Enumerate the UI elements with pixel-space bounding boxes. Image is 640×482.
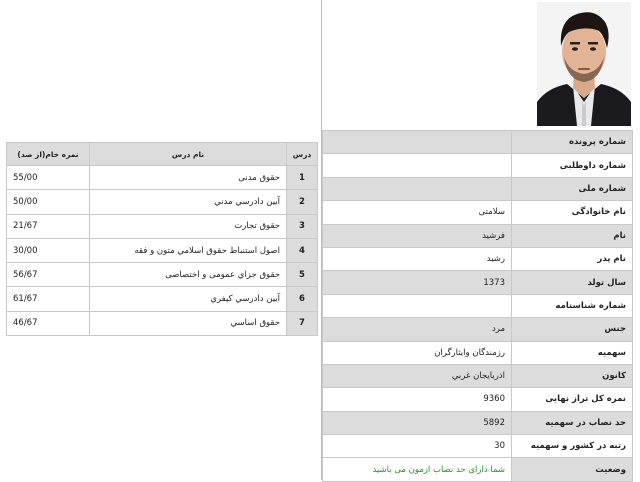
courses-header-row [7,143,318,166]
info-row-status [323,458,633,481]
info-value: اذربايجان غربي [323,364,512,387]
info-label: وضعیت [512,458,633,481]
info-label: شماره داوطلبی [512,154,633,177]
info-row-birth-year [323,271,633,294]
info-row-national-id [323,177,633,200]
course-name: حقوق جزاي عمومی و اختصاصی [90,263,287,287]
info-row-center [323,364,633,387]
course-score: 46/67 [7,311,90,335]
info-row-candidate-number [323,154,633,177]
info-row-last-name [323,201,633,224]
course-name: اصول استنباط حقوق اسلامي متون و فقه [90,238,287,262]
info-label: شماره شناسنامه [512,294,633,317]
course-name: حقوق مدنی [90,166,287,190]
course-number: 6 [287,287,318,311]
info-label: سهمیه [512,341,633,364]
course-number: 7 [287,311,318,335]
info-row-gender [323,318,633,341]
course-score: 56/67 [7,263,90,287]
course-number: 5 [287,263,318,287]
info-label: حد نصاب در سهمیه [512,411,633,434]
info-value: 30 [323,435,512,458]
course-number: 2 [287,190,318,214]
info-value: 5892 [323,411,512,434]
course-score: 55/00 [7,166,90,190]
info-row-quota-threshold [323,411,633,434]
info-label: نام [512,224,633,247]
info-value [323,154,512,177]
info-label: نام خانوادگی [512,201,633,224]
info-value: 1373 [323,271,512,294]
course-score: 50/00 [7,190,90,214]
info-label: نام پدر [512,247,633,270]
course-number: 3 [287,214,318,238]
info-label: جنس [512,318,633,341]
info-label: نمره کل تراز نهایی [512,388,633,411]
info-row-rank [323,435,633,458]
info-value: رزمندگان وایثارگران [323,341,512,364]
course-score: 21/67 [7,214,90,238]
info-label: سال تولد [512,271,633,294]
header-course-number: درس [287,143,318,166]
header-course-name: نام درس [90,143,287,166]
header-raw-score: نمره خام(از صد) [7,143,90,166]
info-value [323,131,512,154]
info-row-first-name [323,224,633,247]
course-row [7,166,318,190]
course-row [7,311,318,335]
info-label: رتبه در کشور و سهمیه [512,435,633,458]
course-name: آیین دادرسي مدني [90,190,287,214]
info-label: شماره پرونده [512,131,633,154]
course-row [7,214,318,238]
info-row-file-number [323,131,633,154]
course-number: 1 [287,166,318,190]
info-value [323,294,512,317]
status-message: شما دارای حد نصاب ازمون می باشید [323,458,512,481]
course-name: آیین دادرسي کيفري [90,287,287,311]
info-label: شماره ملی [512,177,633,200]
info-row-father-name [323,247,633,270]
info-value: مرد [323,318,512,341]
info-value: فرشید [323,224,512,247]
candidate-info-table [322,130,633,482]
course-name: حقوق اساسي [90,311,287,335]
course-row [7,238,318,262]
course-score: 30/00 [7,238,90,262]
info-value [323,177,512,200]
course-number: 4 [287,238,318,262]
courses-table [6,142,318,336]
course-row [7,287,318,311]
course-row [7,190,318,214]
candidate-photo [537,2,631,126]
course-score: 61/67 [7,287,90,311]
info-value: رشید [323,247,512,270]
info-row-total-score [323,388,633,411]
info-value: 9360 [323,388,512,411]
info-label: کانون [512,364,633,387]
course-row [7,263,318,287]
info-row-quota [323,341,633,364]
info-value: سلامتی [323,201,512,224]
course-name: حقوق تجارت [90,214,287,238]
info-row-id-number [323,294,633,317]
